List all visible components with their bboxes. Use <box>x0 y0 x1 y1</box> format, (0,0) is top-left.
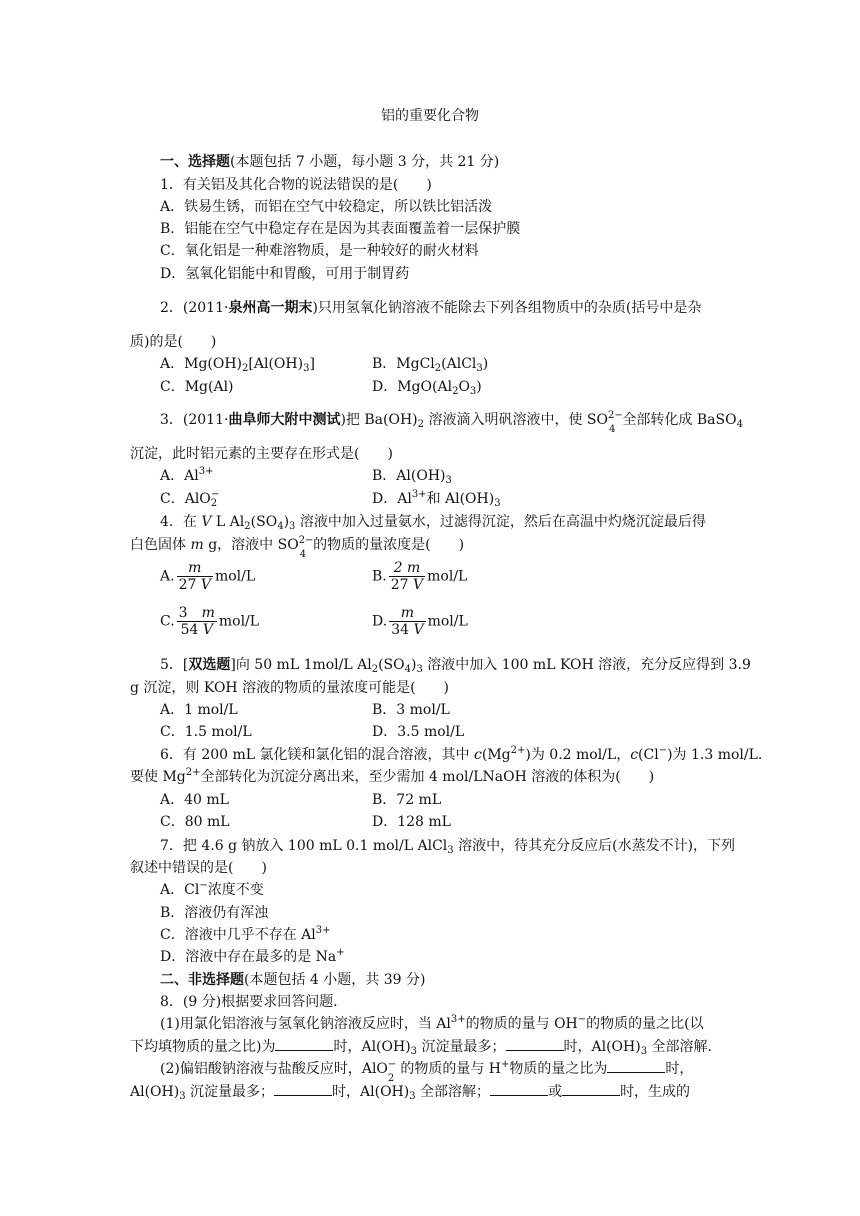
section1-note: (本题包括 7 小题，每小题 3 分，共 21 分) <box>230 154 500 170</box>
q5-option-c: C．1.5 mol/L <box>160 724 252 740</box>
q2-option-b: B．MgCl$_2$(AlCl$_3$) <box>372 356 489 374</box>
q2-stem-line1 <box>160 298 701 318</box>
q3-stem-line1: 3．(2011·曲阜师大附中测试)把 $Ba(OH)_2$ 溶液滴入明矾溶液中，使 SO 2− 4 全部转化成 BaSO$_4$ <box>160 410 743 435</box>
q5-prefix: 5．[ <box>160 657 189 673</box>
q2-option-c: C．Mg(Al) <box>160 379 234 395</box>
answer-blank[interactable] <box>490 1083 548 1096</box>
section2-header <box>160 970 425 990</box>
q7-option-d: D．溶液中存在最多的是 Na+ <box>160 947 345 965</box>
q1-stem: 1．有关铝及其化合物的说法错误的是( ) <box>160 177 432 193</box>
q4-text-c: 的物质的量浓度是( ) <box>313 537 465 553</box>
q4-stem-line2: 白色固体 m g，溶液中 SO 2− 4 的物质的量浓度是( ) <box>130 535 465 560</box>
q6-option-a: A．40 mL <box>160 792 229 808</box>
q5-stem-line1: 5．[双选题]向 50 mL 1mol/L $Al_2(SO_4)_3$ 溶液中加入 100 mL KOH 溶液，充分反应得到 3.9 <box>160 657 751 675</box>
section2-heading: 二、非选择题 <box>160 972 244 988</box>
q5-tag: 双选题 <box>188 657 231 673</box>
section1-header <box>160 152 499 172</box>
q3-prefix: 3．(2011· <box>160 412 229 428</box>
q5-option-d: D．3.5 mol/L <box>372 724 465 740</box>
q4-option-d: D. $\frac{m}{34 V}$ mol/L <box>372 605 468 638</box>
q7-option-c: C．溶液中几乎不存在 $Al^{3+}$ <box>160 925 331 943</box>
q4-text-a: 白色固体 <box>130 537 186 553</box>
answer-blank[interactable] <box>607 1060 665 1073</box>
q3-option-c: C．AlO$_2$− <box>160 489 220 509</box>
q4-text-b: g，溶液中 <box>208 537 274 553</box>
q3-stem-line2: 沉淀，此时铝元素的主要存在形式是( ) <box>130 446 393 462</box>
q8-part2-line2: $Al(OH)_3$ 沉淀量最多； 时，$Al(OH)_3$ 全部溶解； 或 时，生成的 <box>130 1084 691 1102</box>
q6-option-d: D．128 mL <box>372 814 451 830</box>
section1-heading: 一、选择题 <box>160 154 230 170</box>
answer-blank[interactable] <box>274 1083 332 1096</box>
q7-option-b: B．溶液仍有浑浊 <box>160 905 269 921</box>
q2-stem-line2: 质)的是( ) <box>130 334 217 350</box>
q7-stem-line2: 叙述中错误的是( ) <box>130 860 267 876</box>
q3-option-d: D．$Al^{3+}$和 $Al(OH)_3$ <box>372 489 501 509</box>
answer-blank[interactable] <box>506 1038 564 1051</box>
q6-stem-line2: 要使 $Mg^{2+}$全部转化为沉淀分离出来，至少需加 4 mol/LNaOH 溶液的体积为( ) <box>130 767 655 785</box>
q8-part2-line1: (2)偏铝酸钠溶液与盐酸反应时，AlO − 2 的物质的量与 H+物质的量之比为 时， <box>160 1059 694 1084</box>
q2-option-d: D．$MgO(Al_2O_3)$ <box>372 379 482 397</box>
q5-text: ]向 50 mL 1mol/L Al <box>230 657 372 673</box>
q2-text: )只用氢氧化钠溶液不能除去下列各组物质中的杂质(括号中是杂 <box>312 300 702 316</box>
q7-text-a: 7．把 4.6 g 钠放入 100 mL 0.1 mol/L AlCl <box>160 838 448 854</box>
q1-option-b: B．铝能在空气中稳定存在是因为其表面覆盖着一层保护膜 <box>160 221 521 237</box>
q4-option-a: A. $\frac{m}{27 V}$ mol/L <box>160 560 256 593</box>
q1-option-a: A．铁易生锈，而铝在空气中较稳定，所以铁比铝活泼 <box>160 199 493 215</box>
q6-option-c: C．80 mL <box>160 814 230 830</box>
q2-prefix: 2．(2011· <box>160 300 229 316</box>
section2-note: (本题包括 4 小题，共 39 分) <box>244 972 426 988</box>
q8-part1-line1: (1)用氯化铝溶液与氢氧化钠溶液反应时，当 $Al^{3+}$的物质的量与 OH−的物质的量之比(以 <box>160 1014 704 1032</box>
q6-stem-line1: 6．有 200 mL 氯化镁和氯化铝的混合溶液，其中 $c(Mg^{2+})$为 0.2 mol/L，c(Cl−)为 1.3 mol/L. <box>160 745 763 763</box>
q7-text-b: 溶液中，待其充分反应后(水蒸发不计)，下列 <box>458 838 736 854</box>
q7-stem-line1: 7．把 4.6 g 钠放入 100 mL 0.1 mol/L AlCl$_3$ 溶液中，待其充分反应后(水蒸发不计)，下列 <box>160 838 736 856</box>
q3-option-b: B．$Al(OH)_3$ <box>372 468 452 486</box>
q1-option-c: C．氧化铝是一种难溶物质，是一种较好的耐火材料 <box>160 243 479 259</box>
q8-part1-line2: 下均填物质的量之比)为 时，$Al(OH)_3$ 沉淀量最多； 时，$Al(OH)_3$ 全部溶解． <box>130 1039 722 1057</box>
q4-option-b: B. $\frac{2 m}{27 V}$ mol/L <box>372 560 468 593</box>
q5-stem-line2: g 沉淀，则 KOH 溶液的物质的量浓度可能是( ) <box>130 680 450 696</box>
q2-source: 泉州高一期末 <box>228 300 313 316</box>
q1-option-d: D．氢氧化铝能中和胃酸，可用于制胃药 <box>160 266 410 282</box>
q5-option-a: A．1 mol/L <box>160 702 238 718</box>
document-title: 铝的重要化合物 <box>381 108 479 124</box>
answer-blank[interactable] <box>275 1038 333 1051</box>
q3-option-a: A．$Al^{3+}$ <box>160 466 214 484</box>
q4-option-c: C. $\frac{3 m}{54 V}$ mol/L <box>160 605 260 638</box>
q4-stem-line1: 4．在 V L $Al_2(SO_4)_3$ 溶液中加入过量氨水，过滤得沉淀，然后在高温中灼烧沉淀最后得 <box>160 514 706 532</box>
q8-stem: 8．(9 分)根据要求回答问题． <box>160 994 348 1010</box>
q5-option-b: B．3 mol/L <box>372 702 450 718</box>
q6-option-b: B．72 mL <box>372 792 442 808</box>
q2-option-a: A．$Mg(OH)_2[Al(OH)_3]$ <box>160 356 315 374</box>
q7-option-a: A．Cl−浓度不变 <box>160 880 264 898</box>
q3-source: 曲阜师大附中测试 <box>228 412 341 428</box>
answer-blank[interactable] <box>562 1083 620 1096</box>
